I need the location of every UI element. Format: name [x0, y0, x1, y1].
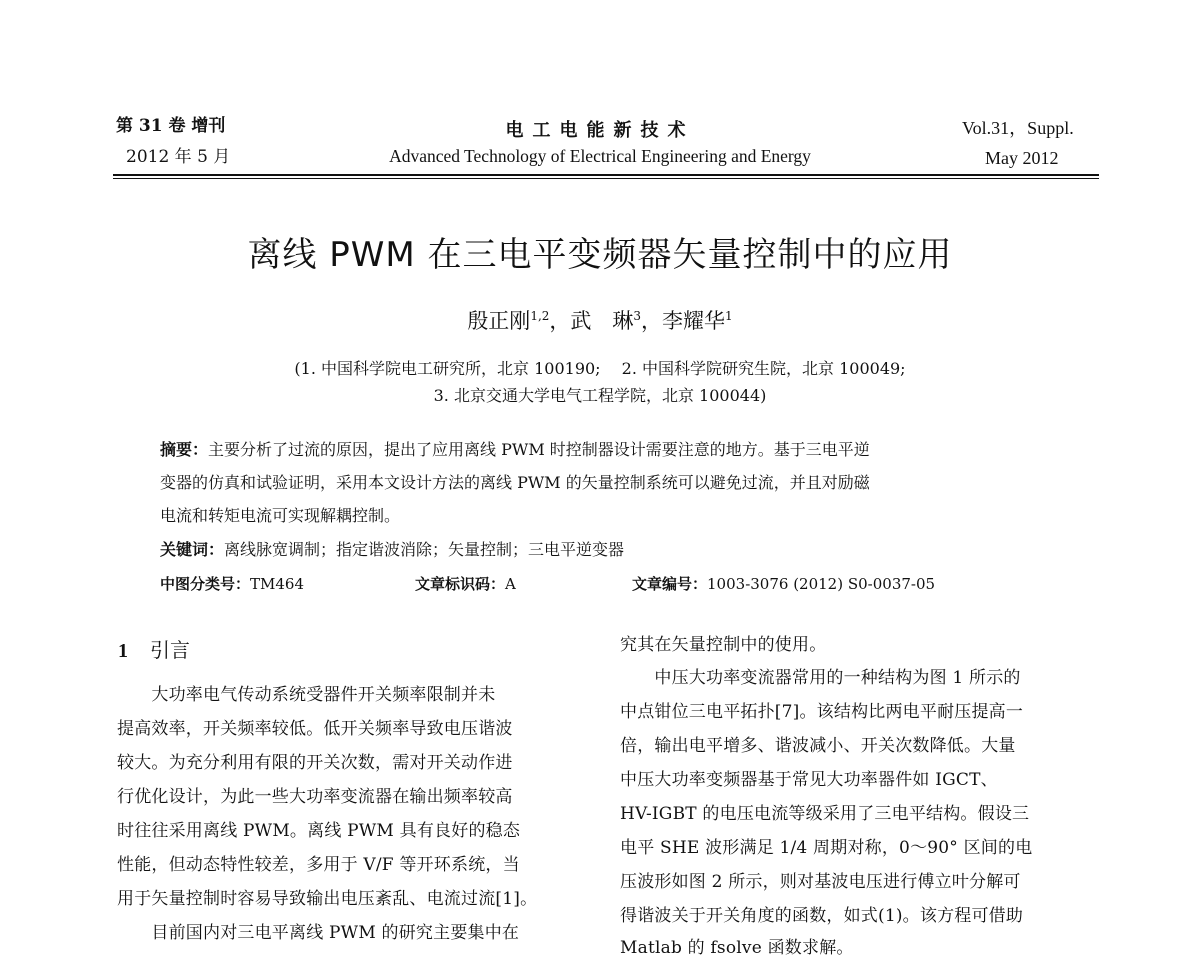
doc-code-field — [415, 574, 516, 594]
abstract-line — [160, 440, 870, 460]
body-line: 中点钳位三电平拓扑[7]。该结构比两电平耐压提高一 — [620, 702, 1024, 722]
body-line: 得谐波关于开关角度的函数，如式(1)。该方程可借助 — [620, 906, 1024, 926]
article-no-label: 文章编号： — [632, 575, 708, 593]
date-en: May 2012 — [985, 148, 1059, 168]
body-line: 究其在矢量控制中的使用。 — [620, 635, 827, 655]
author-affiliation-mark: 3 — [633, 309, 642, 323]
header-rule-thick — [113, 174, 1099, 176]
volume-cn: 第 31 卷 增刊 — [116, 116, 226, 136]
body-line: 中压大功率变流器常用的一种结构为图 1 所示的 — [620, 668, 1021, 688]
body-line: 用于矢量控制时容易导致输出电压紊乱、电流过流[1]。 — [117, 889, 538, 909]
journal-title-cn: 电工电能新技术 — [505, 120, 695, 141]
author-name: 殷正刚 — [467, 309, 531, 333]
abstract-line: 电流和转矩电流可实现解耦控制。 — [160, 506, 401, 525]
body-line: 倍，输出电平增多、谐波减小、开关次数降低。大量 — [620, 736, 1016, 756]
header-rule-thin — [113, 178, 1099, 179]
paper-title: 离线 PWM 在三电平变频器矢量控制中的应用 — [247, 235, 953, 275]
body-line: Matlab 的 fsolve 函数求解。 — [620, 938, 854, 958]
section-heading — [118, 634, 190, 663]
author-separator: ， — [641, 309, 663, 333]
author-name: 李耀华 — [662, 309, 726, 333]
body-line: 提高效率，开关频率较低。低开关频率导致电压谐波 — [117, 719, 513, 739]
article-no-value: 1003-3076 (2012) S0-0037-05 — [707, 575, 936, 593]
affiliation-line: (1. 中国科学院电工研究所，北京 100190; 2. 中国科学院研究生院，北京 100049; — [294, 359, 906, 378]
abstract-text: 主要分析了过流的原因，提出了应用离线 PWM 时控制器设计需要注意的地方。基于三电平逆 — [208, 440, 870, 459]
body-line: 大功率电气传动系统受器件开关频率限制并未 — [117, 685, 496, 705]
abstract-label: 摘要： — [160, 440, 209, 459]
clc-value: TM464 — [250, 575, 305, 593]
doc-code-value: A — [505, 575, 516, 593]
volume-en: Vol.31，Suppl. — [962, 118, 1074, 138]
section-title: 引言 — [150, 638, 190, 662]
journal-title-en: Advanced Technology of Electrical Engineering and Energy — [389, 146, 811, 166]
doc-code-label: 文章标识码： — [415, 575, 506, 593]
clc-field — [160, 574, 304, 594]
author-list — [0, 305, 1200, 335]
affiliation-line: 3. 北京交通大学电气工程学院，北京 100044) — [433, 386, 767, 405]
body-line: 时往往采用离线 PWM。离线 PWM 具有良好的稳态 — [117, 821, 521, 841]
author-separator: ， — [549, 309, 571, 333]
body-line: 行优化设计，为此一些大功率变流器在输出频率较高 — [117, 787, 513, 807]
clc-label: 中图分类号： — [160, 575, 251, 593]
body-line: HV-IGBT 的电压电流等级采用了三电平结构。假设三 — [620, 804, 1030, 824]
date-cn: 2012 年 5 月 — [126, 147, 231, 167]
keywords-label: 关键词： — [160, 540, 225, 559]
author-affiliation-mark: 1,2 — [530, 309, 550, 323]
article-no-field — [632, 574, 935, 594]
body-line: 较大。为充分利用有限的开关次数，需对开关动作进 — [117, 753, 513, 773]
body-line: 电平 SHE 波形满足 1/4 周期对称，0～90° 区间的电 — [620, 838, 1033, 858]
author-affiliation-mark: 1 — [725, 309, 733, 323]
body-line: 中压大功率变频器基于常见大功率器件如 IGCT、 — [620, 770, 998, 790]
keywords-line — [160, 540, 624, 560]
body-line: 目前国内对三电平离线 PWM 的研究主要集中在 — [117, 923, 520, 943]
section-number: 1 — [118, 640, 128, 662]
author-name: 武 琳 — [570, 309, 634, 333]
abstract-line: 变器的仿真和试验证明，采用本文设计方法的离线 PWM 的矢量控制系统可以避免过流，并且对励磁 — [160, 473, 870, 492]
keywords-text: 离线脉宽调制；指定谐波消除；矢量控制；三电平逆变器 — [224, 540, 625, 559]
body-line: 压波形如图 2 所示，则对基波电压进行傅立叶分解可 — [620, 872, 1021, 892]
body-line: 性能，但动态特性较差，多用于 V/F 等开环系统，当 — [117, 855, 520, 875]
